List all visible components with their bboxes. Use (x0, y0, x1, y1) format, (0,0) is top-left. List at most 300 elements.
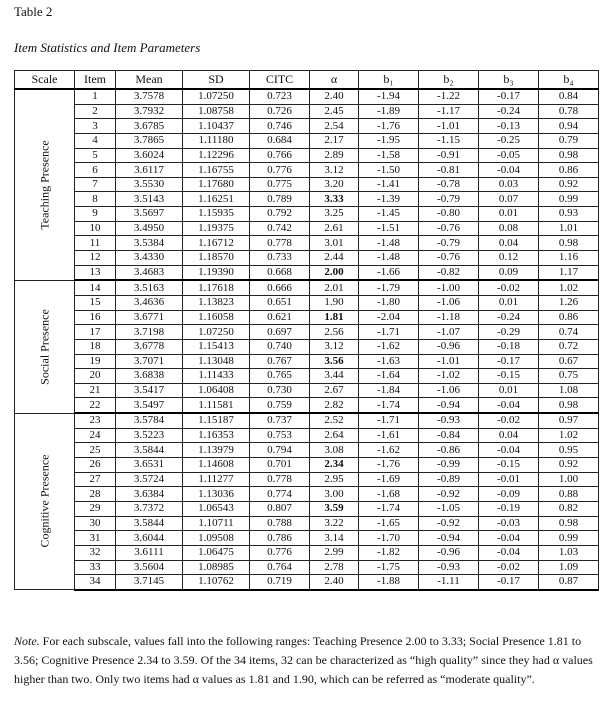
cell-sd: 1.19390 (183, 265, 250, 280)
table-row (15, 398, 599, 413)
cell-sd: 1.16712 (183, 236, 250, 251)
cell-b1: -1.76 (359, 458, 419, 473)
cell-item: 17 (75, 325, 116, 340)
cell-b4: 0.84 (539, 89, 599, 104)
cell-sd: 1.06543 (183, 501, 250, 516)
cell-sd: 1.17680 (183, 177, 250, 192)
table-row (15, 119, 599, 134)
cell-b2: -1.05 (419, 501, 479, 516)
cell-b2: -1.01 (419, 119, 479, 134)
cell-alpha: 2.56 (310, 325, 359, 340)
cell-b4: 0.75 (539, 369, 599, 384)
cell-citc: 0.719 (250, 575, 310, 590)
cell-b2: -0.80 (419, 207, 479, 222)
cell-citc: 0.621 (250, 310, 310, 325)
cell-item: 27 (75, 472, 116, 487)
cell-mean: 3.7932 (116, 104, 183, 119)
cell-b1: -1.39 (359, 192, 419, 207)
cell-b1: -1.48 (359, 251, 419, 266)
cell-item: 10 (75, 221, 116, 236)
cell-mean: 3.5784 (116, 413, 183, 428)
cell-sd: 1.18570 (183, 251, 250, 266)
table-row (15, 516, 599, 531)
cell-b4: 1.26 (539, 295, 599, 310)
table-row (15, 428, 599, 443)
cell-b2: -0.94 (419, 398, 479, 413)
cell-mean: 3.6044 (116, 531, 183, 546)
cell-item: 11 (75, 236, 116, 251)
cell-b1: -1.68 (359, 487, 419, 502)
cell-citc: 0.742 (250, 221, 310, 236)
header-b4: b₄ (539, 71, 599, 90)
cell-item: 25 (75, 443, 116, 458)
cell-b2: -0.76 (419, 251, 479, 266)
cell-item: 31 (75, 531, 116, 546)
cell-alpha: 2.95 (310, 472, 359, 487)
table-row (15, 177, 599, 192)
cell-b4: 1.17 (539, 265, 599, 280)
cell-item: 19 (75, 354, 116, 369)
item-statistics-table (14, 70, 599, 591)
cell-b1: -1.62 (359, 339, 419, 354)
cell-b3: 0.03 (479, 177, 539, 192)
cell-item: 24 (75, 428, 116, 443)
cell-b3: -0.04 (479, 163, 539, 178)
cell-sd: 1.10762 (183, 575, 250, 590)
cell-alpha: 2.54 (310, 119, 359, 134)
cell-item: 2 (75, 104, 116, 119)
cell-sd: 1.14608 (183, 458, 250, 473)
cell-b3: -0.19 (479, 501, 539, 516)
cell-b4: 0.98 (539, 148, 599, 163)
cell-b4: 0.98 (539, 398, 599, 413)
cell-sd: 1.16755 (183, 163, 250, 178)
table-row (15, 280, 599, 295)
cell-b4: 0.97 (539, 413, 599, 428)
scale-label-cell (15, 89, 75, 280)
cell-b1: -1.74 (359, 501, 419, 516)
cell-item: 9 (75, 207, 116, 222)
cell-item: 12 (75, 251, 116, 266)
cell-alpha: 2.61 (310, 221, 359, 236)
cell-b3: -0.05 (479, 148, 539, 163)
cell-sd: 1.09508 (183, 531, 250, 546)
cell-b2: -0.78 (419, 177, 479, 192)
cell-sd: 1.16058 (183, 310, 250, 325)
header-b1: b₁ (359, 71, 419, 90)
cell-b4: 0.92 (539, 458, 599, 473)
cell-item: 29 (75, 501, 116, 516)
cell-b1: -1.64 (359, 369, 419, 384)
scale-label: Cognitive Presence (37, 454, 51, 548)
table-row (15, 575, 599, 590)
cell-mean: 3.6778 (116, 339, 183, 354)
table-label: Table 2 (14, 4, 53, 19)
cell-b2: -1.01 (419, 354, 479, 369)
cell-b4: 0.87 (539, 575, 599, 590)
table-row (15, 236, 599, 251)
cell-alpha: 3.20 (310, 177, 359, 192)
cell-b4: 0.88 (539, 487, 599, 502)
cell-citc: 0.767 (250, 354, 310, 369)
cell-mean: 3.6024 (116, 148, 183, 163)
cell-b4: 1.03 (539, 545, 599, 560)
cell-b1: -1.94 (359, 89, 419, 104)
cell-b4: 1.02 (539, 428, 599, 443)
note-label: Note. (14, 634, 40, 648)
table-row (15, 545, 599, 560)
table-row (15, 89, 599, 104)
cell-b2: -0.96 (419, 545, 479, 560)
cell-citc: 0.792 (250, 207, 310, 222)
cell-citc: 0.737 (250, 413, 310, 428)
cell-b3: 0.04 (479, 428, 539, 443)
cell-sd: 1.10437 (183, 119, 250, 134)
cell-sd: 1.13979 (183, 443, 250, 458)
cell-b2: -1.06 (419, 383, 479, 398)
cell-b4: 0.67 (539, 354, 599, 369)
cell-b1: -1.80 (359, 295, 419, 310)
cell-sd: 1.12296 (183, 148, 250, 163)
cell-b2: -0.79 (419, 192, 479, 207)
cell-citc: 0.733 (250, 251, 310, 266)
cell-alpha: 3.01 (310, 236, 359, 251)
cell-citc: 0.765 (250, 369, 310, 384)
cell-sd: 1.11581 (183, 398, 250, 413)
cell-mean: 3.5143 (116, 192, 183, 207)
cell-citc: 0.789 (250, 192, 310, 207)
cell-mean: 3.4636 (116, 295, 183, 310)
cell-b3: -0.01 (479, 472, 539, 487)
note-text: For each subscale, values fall into the following ranges: Teaching Presence 2.00 to 3.33; Social Presence 1.81 to 3.56; Cognitive Presence 2.34 to 3.59. Of the 34 items, 32 can be characterized as “high quality” since they had α values higher than two. Only two items had α values as 1.81 and 1.90, which can be referred as “moderate quality”. (14, 634, 593, 686)
cell-b4: 1.00 (539, 472, 599, 487)
cell-alpha: 2.00 (310, 265, 359, 280)
cell-b4: 1.01 (539, 221, 599, 236)
cell-b1: -1.75 (359, 560, 419, 575)
cell-b4: 0.78 (539, 104, 599, 119)
table-row (15, 325, 599, 340)
cell-b3: 0.01 (479, 295, 539, 310)
cell-alpha: 2.82 (310, 398, 359, 413)
cell-citc: 0.778 (250, 236, 310, 251)
cell-b3: -0.02 (479, 560, 539, 575)
cell-alpha: 2.01 (310, 280, 359, 295)
table-row (15, 413, 599, 428)
cell-sd: 1.10711 (183, 516, 250, 531)
cell-b1: -1.69 (359, 472, 419, 487)
cell-b2: -1.06 (419, 295, 479, 310)
cell-alpha: 3.44 (310, 369, 359, 384)
cell-citc: 0.776 (250, 545, 310, 560)
cell-citc: 0.753 (250, 428, 310, 443)
cell-mean: 3.6771 (116, 310, 183, 325)
cell-mean: 3.5530 (116, 177, 183, 192)
table-row (15, 133, 599, 148)
cell-item: 5 (75, 148, 116, 163)
cell-mean: 3.7145 (116, 575, 183, 590)
cell-mean: 3.5384 (116, 236, 183, 251)
cell-b2: -0.94 (419, 531, 479, 546)
cell-alpha: 2.40 (310, 575, 359, 590)
cell-b4: 0.86 (539, 163, 599, 178)
cell-b2: -1.02 (419, 369, 479, 384)
table-row (15, 560, 599, 575)
cell-b1: -1.63 (359, 354, 419, 369)
header-citc: CITC (250, 71, 310, 90)
cell-item: 23 (75, 413, 116, 428)
cell-b2: -0.93 (419, 413, 479, 428)
cell-b1: -1.62 (359, 443, 419, 458)
cell-b1: -1.88 (359, 575, 419, 590)
cell-citc: 0.651 (250, 295, 310, 310)
cell-alpha: 2.17 (310, 133, 359, 148)
cell-citc: 0.723 (250, 89, 310, 104)
cell-b3: 0.01 (479, 207, 539, 222)
cell-mean: 3.7198 (116, 325, 183, 340)
cell-citc: 0.766 (250, 148, 310, 163)
cell-b1: -1.41 (359, 177, 419, 192)
cell-mean: 3.5417 (116, 383, 183, 398)
cell-b4: 1.16 (539, 251, 599, 266)
cell-item: 22 (75, 398, 116, 413)
cell-item: 3 (75, 119, 116, 134)
header-scale: Scale (15, 71, 75, 90)
cell-alpha: 2.34 (310, 458, 359, 473)
cell-item: 13 (75, 265, 116, 280)
cell-b4: 0.86 (539, 310, 599, 325)
table-row (15, 339, 599, 354)
header-b2: b₂ (419, 71, 479, 90)
cell-b4: 1.08 (539, 383, 599, 398)
cell-b1: -1.66 (359, 265, 419, 280)
cell-item: 15 (75, 295, 116, 310)
cell-b1: -1.95 (359, 133, 419, 148)
cell-b4: 0.98 (539, 516, 599, 531)
cell-mean: 3.6531 (116, 458, 183, 473)
cell-b1: -1.45 (359, 207, 419, 222)
cell-b3: -0.13 (479, 119, 539, 134)
cell-citc: 0.697 (250, 325, 310, 340)
cell-sd: 1.15935 (183, 207, 250, 222)
cell-b4: 0.92 (539, 177, 599, 192)
cell-b2: -1.00 (419, 280, 479, 295)
cell-b2: -0.92 (419, 516, 479, 531)
cell-b2: -0.96 (419, 339, 479, 354)
cell-b3: -0.15 (479, 369, 539, 384)
cell-mean: 3.7071 (116, 354, 183, 369)
scale-label-cell (15, 280, 75, 413)
header-mean: Mean (116, 71, 183, 90)
cell-item: 33 (75, 560, 116, 575)
cell-citc: 0.776 (250, 163, 310, 178)
cell-citc: 0.788 (250, 516, 310, 531)
cell-item: 1 (75, 89, 116, 104)
cell-b3: -0.04 (479, 531, 539, 546)
cell-sd: 1.16251 (183, 192, 250, 207)
cell-b3: 0.09 (479, 265, 539, 280)
cell-alpha: 2.40 (310, 89, 359, 104)
cell-b3: -0.09 (479, 487, 539, 502)
cell-item: 28 (75, 487, 116, 502)
cell-b3: -0.17 (479, 354, 539, 369)
cell-alpha: 2.64 (310, 428, 359, 443)
cell-alpha: 2.99 (310, 545, 359, 560)
cell-sd: 1.07250 (183, 89, 250, 104)
cell-alpha: 3.25 (310, 207, 359, 222)
table-row (15, 221, 599, 236)
header-sd: SD (183, 71, 250, 90)
cell-citc: 0.807 (250, 501, 310, 516)
table-note (14, 632, 596, 689)
cell-sd: 1.13048 (183, 354, 250, 369)
table-row (15, 265, 599, 280)
cell-b3: -0.04 (479, 545, 539, 560)
cell-b3: -0.15 (479, 458, 539, 473)
cell-citc: 0.774 (250, 487, 310, 502)
cell-item: 32 (75, 545, 116, 560)
cell-mean: 3.4950 (116, 221, 183, 236)
table-row (15, 531, 599, 546)
cell-citc: 0.775 (250, 177, 310, 192)
cell-b1: -1.79 (359, 280, 419, 295)
cell-citc: 0.746 (250, 119, 310, 134)
cell-mean: 3.6384 (116, 487, 183, 502)
table-body (15, 89, 599, 590)
cell-b1: -1.51 (359, 221, 419, 236)
cell-sd: 1.06475 (183, 545, 250, 560)
cell-mean: 3.4330 (116, 251, 183, 266)
cell-item: 21 (75, 383, 116, 398)
cell-item: 26 (75, 458, 116, 473)
cell-item: 18 (75, 339, 116, 354)
cell-b1: -1.70 (359, 531, 419, 546)
header-b3: b₃ (479, 71, 539, 90)
cell-b2: -1.07 (419, 325, 479, 340)
table-row (15, 192, 599, 207)
cell-sd: 1.15187 (183, 413, 250, 428)
cell-b2: -0.79 (419, 236, 479, 251)
cell-mean: 3.5604 (116, 560, 183, 575)
table-row (15, 472, 599, 487)
cell-b2: -0.89 (419, 472, 479, 487)
cell-sd: 1.15413 (183, 339, 250, 354)
cell-b1: -1.74 (359, 398, 419, 413)
table-row (15, 163, 599, 178)
table-row (15, 295, 599, 310)
cell-item: 4 (75, 133, 116, 148)
cell-b2: -0.91 (419, 148, 479, 163)
cell-item: 7 (75, 177, 116, 192)
cell-b3: -0.24 (479, 104, 539, 119)
cell-sd: 1.11433 (183, 369, 250, 384)
cell-sd: 1.11277 (183, 472, 250, 487)
cell-alpha: 3.59 (310, 501, 359, 516)
cell-b1: -1.50 (359, 163, 419, 178)
cell-b4: 0.98 (539, 236, 599, 251)
cell-b2: -0.76 (419, 221, 479, 236)
cell-b1: -1.84 (359, 383, 419, 398)
cell-item: 6 (75, 163, 116, 178)
cell-sd: 1.16353 (183, 428, 250, 443)
cell-b1: -1.58 (359, 148, 419, 163)
cell-citc: 0.668 (250, 265, 310, 280)
cell-b4: 0.93 (539, 207, 599, 222)
cell-alpha: 3.08 (310, 443, 359, 458)
cell-citc: 0.666 (250, 280, 310, 295)
cell-mean: 3.6838 (116, 369, 183, 384)
cell-mean: 3.7865 (116, 133, 183, 148)
cell-b3: -0.24 (479, 310, 539, 325)
cell-alpha: 2.45 (310, 104, 359, 119)
cell-b3: -0.17 (479, 89, 539, 104)
cell-alpha: 1.90 (310, 295, 359, 310)
cell-mean: 3.5697 (116, 207, 183, 222)
cell-b4: 0.82 (539, 501, 599, 516)
cell-b3: -0.04 (479, 443, 539, 458)
cell-alpha: 3.33 (310, 192, 359, 207)
cell-alpha: 2.78 (310, 560, 359, 575)
cell-alpha: 3.22 (310, 516, 359, 531)
cell-alpha: 2.89 (310, 148, 359, 163)
cell-b2: -1.17 (419, 104, 479, 119)
cell-mean: 3.4683 (116, 265, 183, 280)
cell-b4: 0.79 (539, 133, 599, 148)
cell-mean: 3.6111 (116, 545, 183, 560)
cell-mean: 3.6117 (116, 163, 183, 178)
header-row (15, 71, 599, 90)
cell-sd: 1.13823 (183, 295, 250, 310)
table-row (15, 501, 599, 516)
table-row (15, 310, 599, 325)
table-row (15, 354, 599, 369)
cell-b2: -0.82 (419, 265, 479, 280)
cell-alpha: 2.52 (310, 413, 359, 428)
cell-b4: 0.99 (539, 192, 599, 207)
cell-b4: 0.72 (539, 339, 599, 354)
cell-sd: 1.11180 (183, 133, 250, 148)
cell-b1: -1.89 (359, 104, 419, 119)
cell-sd: 1.08985 (183, 560, 250, 575)
table-row (15, 458, 599, 473)
scale-label: Teaching Presence (37, 140, 51, 230)
cell-b2: -0.93 (419, 560, 479, 575)
cell-b3: -0.02 (479, 413, 539, 428)
cell-citc: 0.778 (250, 472, 310, 487)
cell-b3: -0.18 (479, 339, 539, 354)
cell-alpha: 3.00 (310, 487, 359, 502)
cell-b2: -0.92 (419, 487, 479, 502)
cell-citc: 0.786 (250, 531, 310, 546)
cell-b2: -1.22 (419, 89, 479, 104)
cell-b3: 0.08 (479, 221, 539, 236)
cell-b1: -2.04 (359, 310, 419, 325)
cell-alpha: 3.12 (310, 339, 359, 354)
cell-alpha: 3.12 (310, 163, 359, 178)
cell-alpha: 3.14 (310, 531, 359, 546)
cell-item: 16 (75, 310, 116, 325)
cell-citc: 0.701 (250, 458, 310, 473)
cell-b1: -1.65 (359, 516, 419, 531)
cell-b2: -0.81 (419, 163, 479, 178)
cell-sd: 1.19375 (183, 221, 250, 236)
cell-alpha: 2.67 (310, 383, 359, 398)
cell-citc: 0.764 (250, 560, 310, 575)
cell-citc: 0.726 (250, 104, 310, 119)
cell-b2: -0.86 (419, 443, 479, 458)
cell-mean: 3.5844 (116, 516, 183, 531)
cell-item: 34 (75, 575, 116, 590)
cell-b1: -1.61 (359, 428, 419, 443)
